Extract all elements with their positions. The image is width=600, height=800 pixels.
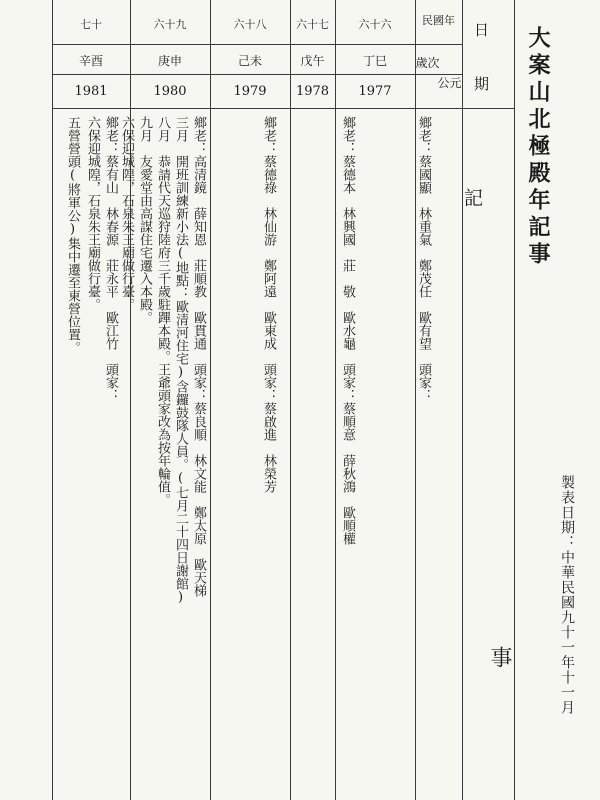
- event-line: 鄉老：高清鏡 薛知恩 莊順教 歐貫通 頭家：蔡良順 林文能 鄭太原 歐天梯: [191, 116, 206, 597]
- grid-line: [335, 0, 336, 800]
- event-line: 九月 友愛堂由高謀住宅遷入本殿。: [137, 116, 152, 324]
- event-line: 五營營頭(將軍公)集中遷至東營位置。: [65, 116, 80, 354]
- event-line: 三月 開班訓練新小法(地點：歐清河住宅)含鑼鼓隊人員。(七月二十四日謝館): [173, 116, 188, 605]
- cell-year: 1980: [153, 84, 187, 99]
- grid-line: [52, 108, 462, 109]
- cell-ganzhi: 己未: [237, 54, 262, 68]
- event-line: 鄉老：蔡德本 林興國 莊 敬 歐水龜 頭家：蔡順意 薛秋鴻 歐順權: [340, 116, 355, 545]
- cell-year: 1978: [295, 84, 330, 99]
- grid-line: [52, 0, 53, 800]
- cell-year: 1977: [358, 84, 392, 99]
- header-western: 公元: [437, 76, 462, 90]
- header-era: 民國年: [422, 14, 455, 27]
- cell-minguo: 七十: [80, 18, 102, 31]
- cell-ganzhi: 辛酉: [78, 54, 103, 68]
- event-line: 鄉老：蔡有山 林春源 莊永平 歐江竹 頭家：: [103, 116, 118, 402]
- event-line: 八月 恭請代天巡狩陸府三千歲駐蹕本殿。王爺頭家改為按年輪值。: [155, 116, 170, 506]
- grid-line: [514, 0, 515, 800]
- header-ganzhi: 歲次: [415, 56, 440, 70]
- event-line: 鄉老：蔡國顯 林重氣 鄭茂任 歐有望 頭家：: [416, 116, 431, 402]
- cell-ganzhi: 庚申: [157, 54, 182, 68]
- cell-ganzhi: 戊午: [300, 54, 325, 68]
- cell-minguo: 六十六: [358, 18, 392, 31]
- grid-line: [415, 108, 514, 109]
- header-period: 期: [472, 76, 490, 91]
- cell-minguo: 六十七: [296, 18, 329, 31]
- document-title: 大案山北極殿年記事: [525, 26, 551, 269]
- cell-year: 1981: [74, 84, 108, 99]
- event-line: 六保迎城隍，石泉朱王廟做行臺。: [119, 116, 134, 311]
- header-date: 日: [472, 22, 490, 37]
- grid-line: [290, 0, 291, 800]
- event-line: 六保迎城隍，石泉朱王廟做行臺。: [85, 116, 100, 311]
- grid-line: [462, 0, 463, 800]
- made-date: 製表日期：中華民國九十一年十一月: [559, 475, 575, 715]
- grid-line: [52, 74, 462, 75]
- cell-ganzhi: 丁巳: [362, 54, 387, 68]
- grid-line: [210, 0, 211, 800]
- grid-line: [52, 44, 462, 45]
- cell-year: 1979: [233, 84, 267, 99]
- header-record: 記: [461, 188, 483, 207]
- event-line: 鄉老：蔡德祿 林仙游 鄭阿遠 歐東成 頭家：蔡啟進 林榮芳: [261, 116, 276, 493]
- cell-minguo: 六十八: [233, 18, 267, 31]
- cell-minguo: 六十九: [153, 18, 187, 31]
- header-event: 事: [487, 646, 512, 668]
